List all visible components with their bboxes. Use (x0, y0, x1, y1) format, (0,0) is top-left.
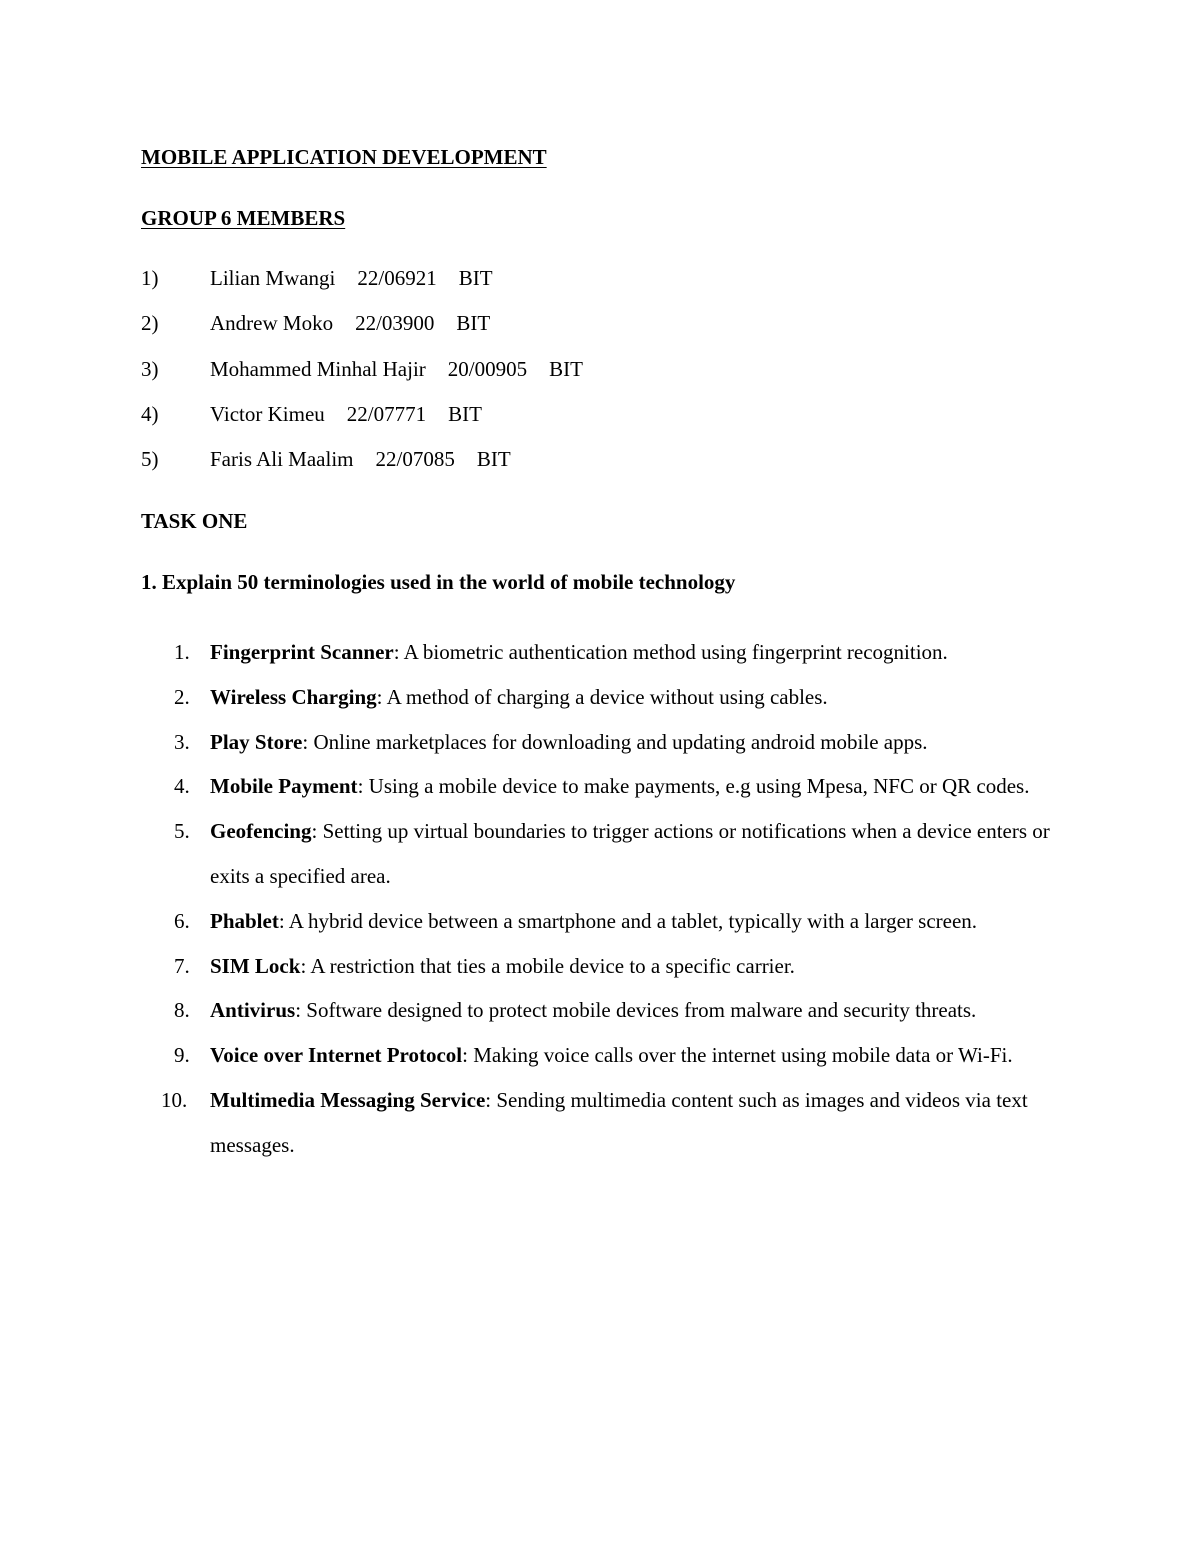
term-name: Wireless Charging (210, 684, 377, 709)
term-name: SIM Lock (210, 953, 301, 978)
member-reg-number: 22/06921 (357, 266, 437, 290)
term-body (210, 809, 1071, 899)
term-item (141, 988, 1071, 1033)
member-number: 5) (141, 447, 159, 471)
member-name: Victor Kimeu (210, 401, 325, 426)
member-course: BIT (456, 311, 491, 336)
term-number: 5. (174, 819, 190, 844)
term-body (210, 1078, 1071, 1168)
term-name: Mobile Payment (210, 774, 358, 799)
term-number: 2. (174, 684, 190, 709)
member-number: 2) (141, 311, 159, 336)
term-definition: : Sending multimedia content such as images and videos via text messages. (210, 1087, 1028, 1157)
term-item (141, 630, 1071, 675)
term-item (141, 809, 1071, 899)
term-body (210, 675, 1071, 720)
term-definition: : Setting up virtual boundaries to trigger actions or notifications when a device enters or exits a specified area. (210, 819, 1050, 888)
term-definition: : Making voice calls over the internet using mobile data or Wi-Fi. (462, 1043, 1013, 1068)
term-number: 10. (161, 1087, 188, 1112)
term-name: Geofencing (210, 819, 312, 844)
term-number: 1. (174, 640, 190, 664)
question-heading: 1. Explain 50 terminologies used in the world of mobile technology (141, 570, 736, 594)
term-body (210, 944, 1071, 989)
member-number: 1) (141, 266, 159, 290)
term-name: Voice over Internet Protocol (210, 1043, 463, 1068)
member-details (210, 311, 490, 336)
member-reg-number: 20/00905 (447, 356, 528, 381)
member-item (141, 402, 583, 447)
term-item (141, 899, 1071, 944)
member-course: BIT (549, 356, 583, 381)
term-name: Play Store (210, 729, 303, 754)
member-details (210, 266, 493, 291)
term-number: 8. (174, 998, 190, 1023)
member-name: Mohammed Minhal Hajir (210, 356, 426, 381)
term-item (141, 720, 1071, 765)
term-body (210, 988, 1071, 1033)
term-definition: : A restriction that ties a mobile device to a specific carrier. (300, 953, 795, 978)
task-heading: TASK ONE (141, 509, 248, 533)
term-name: Antivirus (210, 998, 296, 1023)
term-item (141, 1078, 1071, 1168)
term-item (141, 675, 1071, 720)
member-details (210, 402, 482, 427)
term-definition: : Using a mobile device to make payments, e.g using Mpesa, NFC or QR codes. (357, 774, 1030, 799)
term-number: 7. (174, 953, 190, 978)
term-body (210, 764, 1071, 809)
member-course: BIT (476, 447, 511, 471)
term-item (141, 764, 1071, 809)
document-title: MOBILE APPLICATION DEVELOPMENT (141, 145, 547, 169)
term-number: 6. (174, 908, 190, 933)
member-number: 3) (141, 356, 159, 381)
term-item (141, 1033, 1071, 1078)
term-definition: : Online marketplaces for downloading and updating android mobile apps. (302, 729, 928, 754)
member-item (141, 266, 583, 311)
term-body (210, 1033, 1071, 1078)
member-reg-number: 22/07085 (375, 447, 455, 471)
member-details (210, 447, 511, 472)
term-name: Multimedia Messaging Service (210, 1087, 486, 1112)
member-name: Andrew Moko (210, 311, 334, 336)
term-definition: : A method of charging a device without using cables. (376, 684, 828, 709)
term-number: 9. (174, 1043, 190, 1068)
term-definition: : A biometric authentication method using fingerprint recognition. (393, 640, 948, 664)
member-reg-number: 22/07771 (346, 401, 427, 426)
term-body (210, 899, 1071, 944)
term-name: Fingerprint Scanner (210, 640, 394, 664)
member-item (141, 447, 583, 492)
member-name: Lilian Mwangi (210, 266, 336, 290)
term-definition: : A hybrid device between a smartphone and a tablet, typically with a larger screen. (278, 908, 978, 933)
terminology-list (141, 630, 1071, 1168)
member-item (141, 311, 583, 356)
group-heading: GROUP 6 MEMBERS (141, 206, 346, 230)
term-number: 4. (174, 774, 190, 799)
member-details (210, 357, 583, 382)
member-reg-number: 22/03900 (355, 311, 435, 336)
term-body (210, 630, 1071, 675)
term-definition: : Software designed to protect mobile devices from malware and security threats. (295, 998, 977, 1023)
member-list (141, 266, 583, 492)
member-number: 4) (141, 401, 159, 426)
term-name: Phablet (210, 908, 279, 933)
member-item (141, 357, 583, 402)
member-course: BIT (458, 266, 493, 290)
term-body (210, 720, 1071, 765)
member-name: Faris Ali Maalim (210, 447, 354, 471)
term-number: 3. (174, 729, 190, 754)
term-item (141, 944, 1071, 989)
member-course: BIT (448, 401, 482, 426)
